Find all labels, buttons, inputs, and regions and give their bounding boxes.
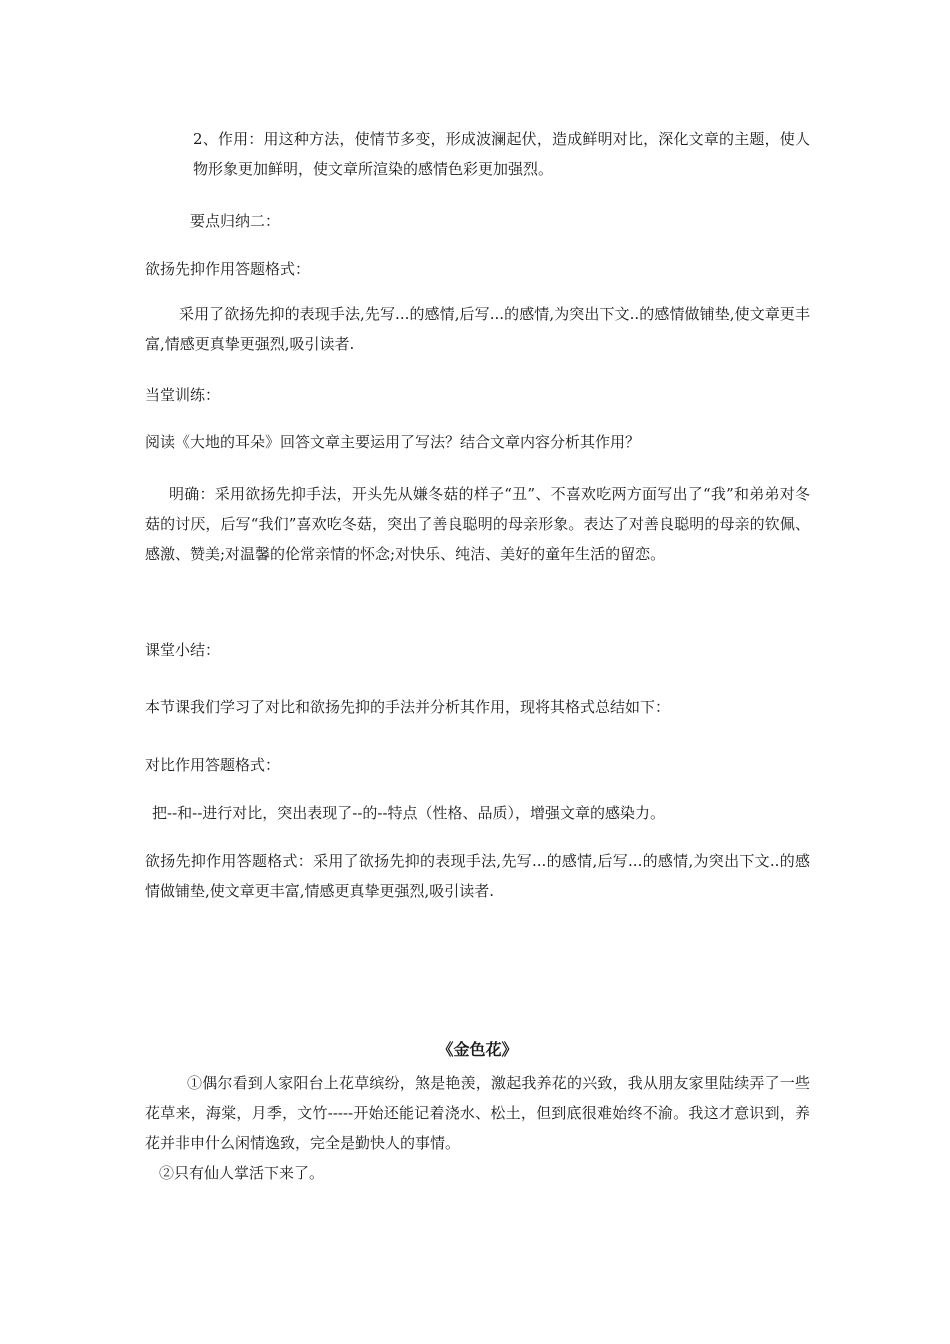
format-heading: 欲扬先抑作用答题格式： <box>145 260 311 278</box>
practice-heading: 当堂训练： <box>145 386 221 404</box>
answer-text: 明确：采用欲扬先抑手法，开头先从嫌冬菇的样子“丑”、不喜欢吃两方面写出了“我”和弟弟对冬菇的讨厌，后写“我们”喜欢吃冬菇，突出了善良聪明的母亲形象。表达了对善良聪明的母亲的钦佩、感激、赞美;对温馨的伦常亲情的怀念;对快乐、纯洁、美好的童年生活的留恋。 <box>145 485 810 563</box>
contrast-text: 把--和--进行对比，突出表现了--的--特点（性格、品质），增强文章的感染力。 <box>152 804 666 822</box>
story-title: 《金色花》 <box>437 1040 518 1059</box>
class-summary-heading: 课堂小结： <box>145 641 221 659</box>
contrast-heading: 对比作用答题格式： <box>145 756 281 774</box>
story-paragraph-1: ①偶尔看到人家阳台上花草缤纷，煞是艳羡，激起我养花的兴致，我从朋友家里陆续弄了一些花草来，海棠，月季，文竹-----开始还能记着浇水、松土，但到底很难始终不渝。我这才意识到，养花并非申什么闲情逸致，完全是勤快人的事情。 <box>145 1074 810 1152</box>
story-paragraph-2: ②只有仙人掌活下来了。 <box>159 1164 325 1182</box>
class-summary-intro: 本节课我们学习了对比和欲扬先抑的手法并分析其作用，现将其格式总结如下： <box>145 698 671 716</box>
summary2-heading: 要点归纳二： <box>190 212 281 230</box>
yuyang-format-summary: 欲扬先抑作用答题格式：采用了欲扬先抑的表现手法,先写...的感情,后写...的感情,为突出下文..的感情做铺垫,使文章更丰富,情感更真挚更强烈,吸引读者. <box>145 852 810 900</box>
format-text: 采用了欲扬先抑的表现手法,先写...的感情,后写...的感情,为突出下文..的感情做铺垫,使文章更丰富,情感更真挚更强烈,吸引读者. <box>145 305 810 353</box>
practice-question: 阅读《大地的耳朵》回答文章主要运用了写法？结合文章内容分析其作用？ <box>145 433 641 451</box>
effect-paragraph: 2、作用：用这种方法，使情节多变，形成波澜起伏，造成鲜明对比，深化文章的主题，使人物形象更加鲜明，使文章所渲染的感情色彩更加强烈。 <box>193 130 810 178</box>
